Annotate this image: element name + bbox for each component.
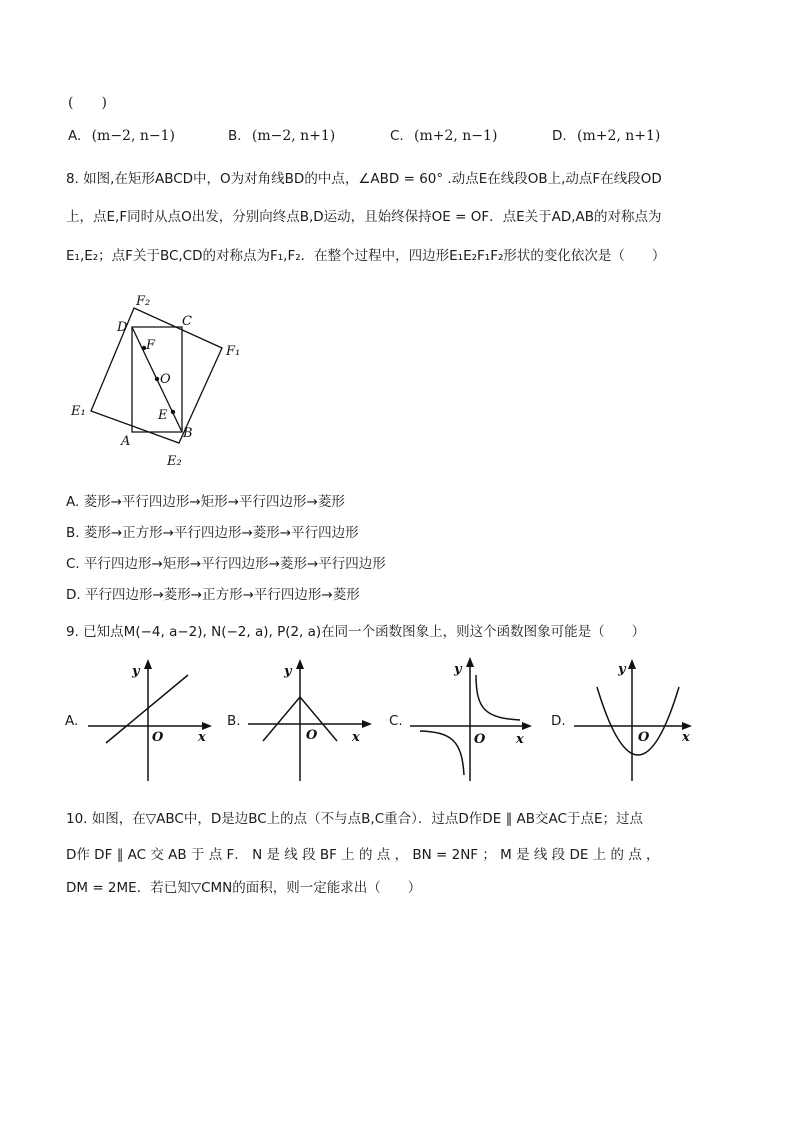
q9-a-origin-label: O <box>152 730 164 745</box>
q9-b-origin-label: O <box>306 728 318 743</box>
q7-option-b-label: B. <box>228 128 242 144</box>
q9-graph-b <box>244 655 380 787</box>
q9-a-x-label: x <box>198 730 206 745</box>
q8-label-c: C <box>182 314 192 329</box>
q9-graph-d <box>568 655 704 787</box>
q9-c-y-arrow-icon <box>466 657 474 667</box>
q8-label-f1: F₁ <box>226 344 241 359</box>
q9-option-b-label: B. <box>227 713 241 729</box>
q10-stem-line3: DM = 2ME．若已知▽CMN的面积，则一定能求出（ ） <box>66 880 422 896</box>
q8-label-d: D <box>117 320 128 335</box>
q9-option-a-label: A. <box>65 713 79 729</box>
q7-options <box>68 128 175 144</box>
q9-option-c-label: C. <box>389 713 403 729</box>
q9-b-x-arrow-icon <box>362 720 372 728</box>
q8-option-c: C. 平行四边形→矩形→平行四边形→菱形→平行四边形 <box>66 556 386 572</box>
q9-stem: 9. 已知点M(−4, a−2), N(−2, a), P(2, a)在同一个函数图象上，则这个函数图象可能是（ ） <box>66 624 646 640</box>
q8-label-e: E <box>158 408 168 423</box>
q8-label-e1: E₁ <box>71 404 86 419</box>
q9-d-y-arrow-icon <box>628 659 636 669</box>
q9-d-origin-label: O <box>638 730 650 745</box>
q9-b-y-label: y <box>284 664 292 679</box>
q8-point-o <box>155 377 159 381</box>
q7-option-c: (m+2, n−1) <box>414 128 498 144</box>
q8-option-a: A. 菱形→平行四边形→矩形→平行四边形→菱形 <box>66 494 345 510</box>
q9-c-x-arrow-icon <box>522 722 532 730</box>
q10-stem-line1: 10. 如图，在▽ABC中，D是边BC上的点（不与点B,C重合）．过点D作DE ∥ AB交AC于点E；过点 <box>66 811 644 827</box>
q7-option-c-label: C. <box>390 128 404 144</box>
q7-option-d: (m+2, n+1) <box>576 128 661 144</box>
q9-d-x-arrow-icon <box>682 722 692 730</box>
q7-option-c-wrap <box>390 128 497 144</box>
q7-option-a-label: A. <box>68 128 82 144</box>
q7-option-b-wrap <box>228 128 335 144</box>
q8-label-o: O <box>160 372 171 387</box>
q8-stem-line3: E₁,E₂；点F关于BC,CD的对称点为F₁,F₂．在整个过程中，四边形E₁E₂F₁F₂形状的变化依次是（ ） <box>66 248 666 264</box>
q8-option-d: D. 平行四边形→菱形→正方形→平行四边形→菱形 <box>66 587 360 603</box>
q9-graph-a <box>82 655 218 787</box>
q7-option-a: (m−2, n−1) <box>91 128 175 144</box>
q9-d-y-label: y <box>618 662 626 677</box>
q8-label-f2: F₂ <box>136 294 151 309</box>
q8-label-a: A <box>121 434 131 449</box>
q9-a-x-arrow-icon <box>202 722 212 730</box>
q9-b-x-label: x <box>352 730 360 745</box>
q7-option-b: (m−2, n+1) <box>251 128 336 144</box>
q8-label-e2: E₂ <box>167 454 182 469</box>
q10-stem-line2: D作 DF ∥ AC 交 AB 于 点 F． N 是 线 段 BF 上 的 点 ， BN = 2NF ； M 是 线 段 DE 上 的 点 ， <box>66 847 660 863</box>
q8-label-b: B <box>183 426 193 441</box>
q8-stem-line1: 8. 如图,在矩形ABCD中，O为对角线BD的中点，∠ABD = 60° .动点E在线段OB上,动点F在线段OD <box>66 171 662 187</box>
q9-graph-c <box>406 655 542 787</box>
q8-option-b: B. 菱形→正方形→平行四边形→菱形→平行四边形 <box>66 525 359 541</box>
q8-point-e <box>171 410 175 414</box>
q9-option-d-label: D. <box>551 713 566 729</box>
q8-label-f: F <box>146 338 156 353</box>
q9-a-line-curve <box>106 675 188 743</box>
q8-stem-line2: 上，点E,F同时从点O出发，分别向终点B,D运动，且始终保持OE = OF．点E关于AD,AB的对称点为 <box>66 209 662 225</box>
q8-figure <box>60 285 260 480</box>
q9-a-y-label: y <box>132 664 140 679</box>
q7-answer-blank: ( ) <box>68 95 107 111</box>
q8-quad-e1e2f1f2 <box>91 308 222 443</box>
q9-c-y-label: y <box>454 662 462 677</box>
q9-c-origin-label: O <box>474 732 486 747</box>
q9-a-y-arrow-icon <box>144 659 152 669</box>
q7-option-d-wrap <box>552 128 660 144</box>
q9-c-x-label: x <box>516 732 524 747</box>
q9-b-y-arrow-icon <box>296 659 304 669</box>
q7-option-d-label: D. <box>552 128 567 144</box>
q9-c-hyperbola-left <box>420 731 464 775</box>
q9-d-x-label: x <box>682 730 690 745</box>
q9-c-hyperbola-right <box>476 675 520 720</box>
